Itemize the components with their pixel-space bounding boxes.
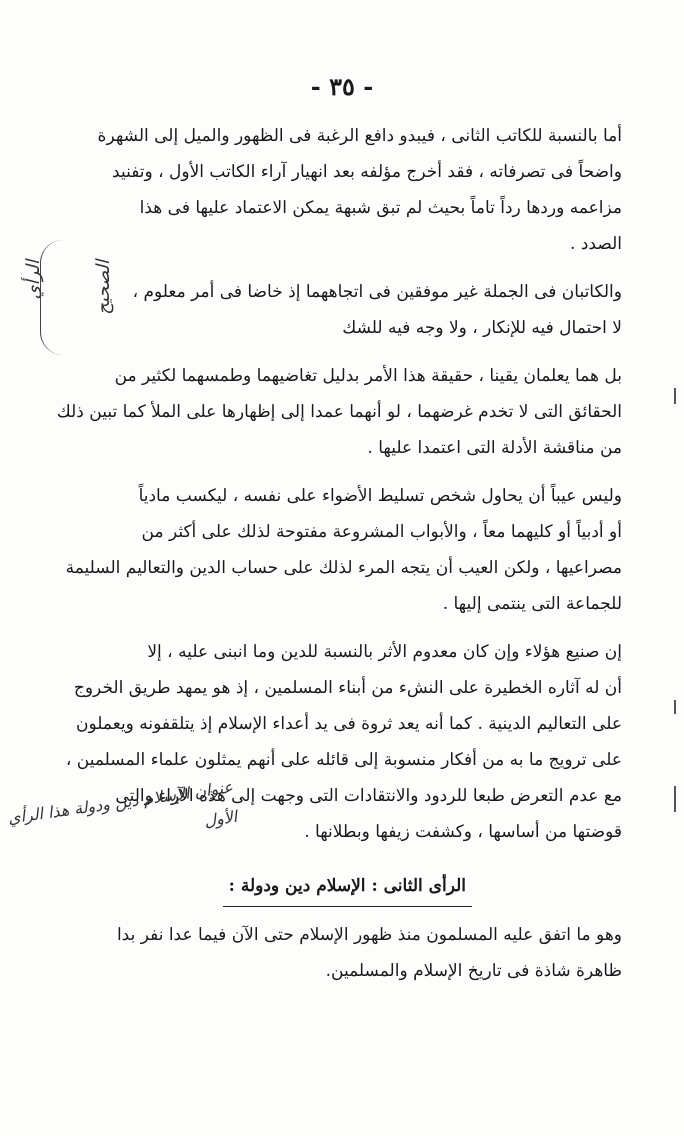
margin-note-left: الرأي الصحيح [23, 260, 114, 315]
text-line: من مناقشة الأدلة التى اعتمدا عليها . [367, 438, 622, 458]
paragraph-3 [54, 358, 622, 466]
text-line: الصدد . [570, 234, 622, 254]
text-line: إن صنيع هؤلاء وإن كان معدوم الأثر بالنسبة للدين وما انبنى عليه ، إلا [147, 642, 622, 662]
text-line: وليس عيباً أن يحاول شخص تسليط الأضواء على نفسه ، ليكسب مادياً [138, 486, 622, 506]
text-line: الحقائق التى لا تخدم غرضهما ، لو أنهما عمدا إلى إظهارها على الملأ كما تبين ذلك [56, 402, 622, 422]
text-line: قوضتها من أساسها ، وكشفت زيفها وبطلانها . [304, 822, 622, 842]
text-line: أما بالنسبة للكاتب الثانى ، فيبدو دافع الرغبة فى الظهور والميل إلى الشهرة [97, 126, 622, 146]
body-text [54, 118, 622, 1001]
paragraph-final [54, 917, 622, 989]
edge-mark [674, 388, 676, 404]
text-line: مصراعيها ، ولكن العيب أن يتجه المرء لذلك على حساب الدين والتعاليم السليمة [65, 558, 622, 578]
text-line: للجماعة التى ينتمى إليها . [442, 594, 622, 614]
paragraph-2 [54, 274, 622, 346]
edge-mark [674, 786, 676, 812]
text-line: وهو ما اتفق عليه المسلمون منذ ظهور الإسلام حتى الآن فيما عدا نفر بدا [116, 925, 622, 945]
text-line: على ترويج ما به من أفكار منسوبة إلى قائله على أنهم يمثلون علماء المسلمين ، [65, 750, 622, 770]
text-line: أن له آثاره الخطيرة على النشء من أبناء المسلمين ، إذ هو يمهد طريق الخروج [73, 678, 622, 698]
text-line: والكاتبان فى الجملة غير موفقين فى اتجاههما إذ خاضا فى أمر معلوم ، [132, 282, 622, 302]
paragraph-1 [54, 118, 622, 262]
edge-mark [674, 700, 676, 714]
text-line: أو أدبياً أو كليهما معاً ، والأبواب المشروعة مفتوحة لذلك على أكثر من [141, 522, 622, 542]
page-number: - ٣٥ - [310, 72, 374, 101]
paragraph-4 [54, 478, 622, 622]
text-line: بل هما يعلمان يقينا ، حقيقة هذا الأمر بدليل تغاضيهما وطمسهما لكثير من [114, 366, 622, 386]
text-line: لا احتمال فيه للإنكار ، ولا وجه فيه للشك [342, 318, 622, 338]
text-line: ظاهرة شاذة فى تاريخ الإسلام والمسلمين. [325, 961, 622, 981]
text-line: واضحاً فى تصرفاته ، فقد أخرج مؤلفه بعد انهيار آراء الكاتب الأول ، وتفنيد [112, 162, 622, 182]
margin-note-bottom: عنوان الإسلام دين ودولة هذا الرأي الأول [6, 777, 239, 831]
text-line: على التعاليم الدينية . كما أنه يعد ثروة فى يد أعداء الإسلام إذ يتلقفونه ويعملون [76, 714, 622, 734]
text-line: مع عدم التعرض طبعا للردود والانتقادات التى وجهت إلى هذه الآراء والتى [115, 786, 622, 806]
section-heading: الرأى الثانى : الإسلام دين ودولة : [223, 868, 472, 907]
text-line: مزاعمه وردها رداً تاماً بحيث لم تبق شبهة يمكن الاعتماد عليها فى هذا [139, 198, 622, 218]
